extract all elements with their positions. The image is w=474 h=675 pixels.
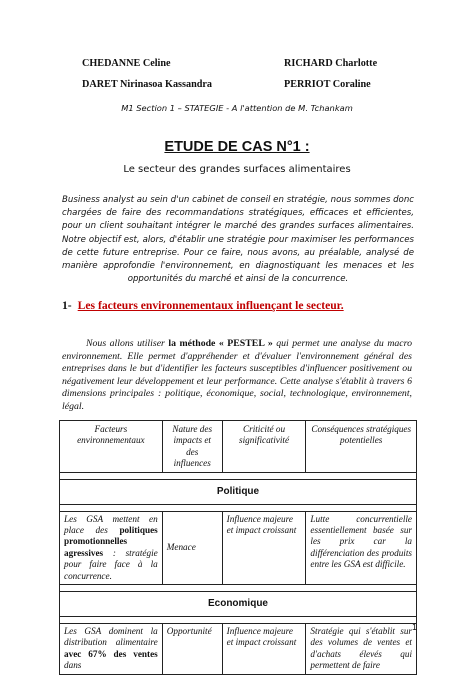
document-title: ETUDE DE CAS N°1 : [164, 139, 310, 155]
table-spacer [60, 472, 417, 479]
cell-bold-text: politiques promotionnelles agressives [64, 525, 158, 558]
cell-text: Les GSA dominent la distribution alimentaire [64, 626, 158, 648]
author-name: PERRIOT Coraline [284, 79, 371, 90]
author-name: DARET Nirinasoa Kassandra [82, 79, 213, 90]
factor-cell [60, 624, 163, 675]
pestel-table [59, 420, 417, 675]
document-subtitle: Le secteur des grandes surfaces alimentaires [123, 164, 351, 175]
author-name: CHEDANNE Celine [82, 58, 171, 69]
cell-bold-text: avec 67% des ventes [64, 648, 158, 659]
nature-cell: Menace [162, 511, 222, 584]
column-header: Nature des impacts et des influences [162, 421, 222, 473]
cell-text: : stratégie pour faire face à la concurrence. [64, 547, 158, 581]
paragraph-text: Nous allons utiliser [86, 338, 169, 349]
table-row [60, 511, 417, 584]
authors-block [82, 58, 402, 100]
consequence-cell: Stratégie qui s'établit sur des volumes de ventes et d'achats élevés qui permettent de faire [306, 624, 417, 675]
paragraph-text: qui permet une analyse du macro environnement. Elle permet d'appréhender et d'évaluer l'environnement général des entreprises dans le but d'identifier les facteurs susceptibles d'influencer positivement ou négativement leur développement et leur performance. Cette analyse s'établit à travers 6 dimensions principales : politique, économique, social, technologique, environnement, légal. [62, 338, 412, 412]
section-heading [62, 299, 344, 312]
author-row [82, 58, 402, 79]
author-name: RICHARD Charlotte [284, 58, 378, 69]
group-label: Politique [60, 479, 417, 504]
table-spacer [60, 504, 417, 511]
table-spacer [60, 585, 417, 592]
group-row [60, 592, 417, 617]
section-number: 1- [62, 299, 72, 312]
page-number: 1 [412, 622, 418, 632]
author-row [82, 79, 402, 100]
criticality-cell: Influence majeure et impact croissant [222, 624, 306, 675]
group-row [60, 479, 417, 504]
factor-cell [60, 511, 163, 584]
paragraph-bold-text: la méthode « PESTEL » [168, 338, 273, 349]
table-header-row [60, 421, 417, 473]
intro-paragraph: Business analyst au sein d'un cabinet de conseil en stratégie, nous sommes donc chargées de faire des recommandations stratégiques, efficaces et efficientes, pour un client souhaitant intégrer le marché des grandes surfaces alimentaires. Notre objectif est, alors, d'établir une stratégie pour maximiser les performances de cette future entreprise. Pour ce faire, nous avons, au préalable, analysé de manière approfondie l'environnement, en diagnostiquant les menaces et les opportunités du marché et ainsi de la concurrence. [62, 195, 414, 285]
pestel-paragraph [62, 338, 412, 414]
nature-cell: Opportunité [162, 624, 222, 675]
group-label: Economique [60, 592, 417, 617]
consequence-cell: Lutte concurrentielle essentiellement basée sur les prix car la différenciation des produits entre les GSA est difficile. [306, 511, 417, 584]
table-row [60, 624, 417, 675]
cell-text: Les GSA mettent en place des [64, 513, 158, 536]
criticality-cell: Influence majeure et impact croissant [222, 511, 306, 584]
section-title: Les facteurs environnementaux influençant le secteur. [77, 299, 344, 312]
column-header: Conséquences stratégiques potentielles [306, 421, 417, 473]
course-line: M1 Section 1 – STATEGIE - A l'attention de M. Tchankam [121, 103, 353, 113]
column-header: Criticité ou significativité [222, 421, 306, 473]
cell-text: dans [64, 660, 82, 671]
column-header: Facteurs environnementaux [60, 421, 163, 473]
table-spacer [60, 617, 417, 624]
